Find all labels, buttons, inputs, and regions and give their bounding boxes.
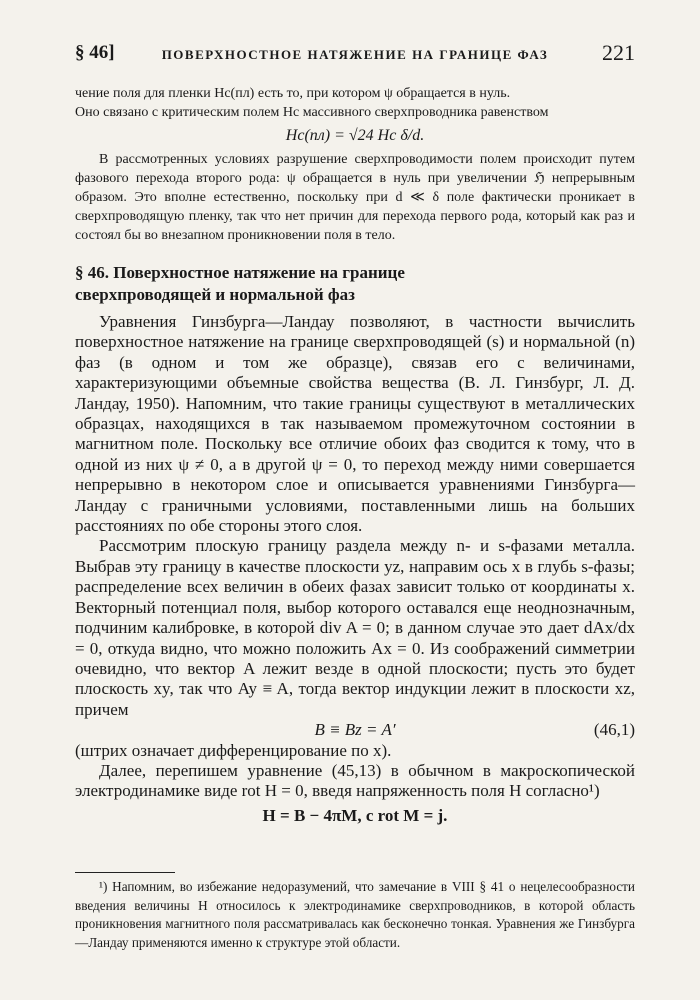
section-heading-line-2: сверхпроводящей и нормальной фаз xyxy=(75,285,355,304)
running-header xyxy=(75,38,635,68)
equation-h-b-m: H = B − 4πM, c rot M = j. xyxy=(262,805,448,825)
after-equation-text: (штрих означает дифференцирование по x). xyxy=(75,740,392,760)
equation-46-1 xyxy=(75,720,635,740)
intro-line-1: чение поля для пленки Hc(пл) есть то, при котором ψ обращается в нуль. xyxy=(75,86,511,101)
intro-block xyxy=(75,84,635,245)
footnote-rule xyxy=(75,872,175,873)
equation-46-1-body: B ≡ Bz = A′ xyxy=(314,720,396,740)
section-heading xyxy=(75,262,635,306)
intro-formula: Hc(пл) = √24 Hc δ/d. xyxy=(285,127,425,144)
paragraph-3: Далее, перепишем уравнение (45,13) в обычном в макроскопической электродинамике виде rot H = 0, введя напряженность поля H согласно¹) xyxy=(75,760,635,801)
section-heading-line-1: § 46. Поверхностное натяжение на границе xyxy=(75,263,405,282)
paragraph-2: Рассмотрим плоскую границу раздела между n- и s-фазами металла. Выбрав эту границу в качестве плоскости yz, направим ось x в глубь s-фазы; распределение всех величин в обеих фазах зависит только от координаты x. Векторный потенциал поля, выбор которого оставался еще неоднозначным, подчиним калибровке, в которой div A = 0; в данном случае это дает dAx/dx = 0, откуда видно, что можно положить Ax = 0. Из соображений симметрии очевидно, что вектор A лежит везде в одной плоскости; пусть это будет плоскость xy, так что Ay ≡ A, тогда вектор индукции лежит в плоскости xz, причем xyxy=(75,536,635,719)
footnote-text: ¹) Напомним, во избежание недоразумений, что замечание в VIII § 41 о нецелесообразности введения величины H относилось к электродинамике сверхпроводников, в которой область проникновения магнитного поля рассматривалась как бесконечно тонкая. Уравнения же Гинзбурга—Ландау применяются именно к структуре этой области. xyxy=(75,879,635,950)
footnote xyxy=(75,878,635,952)
header-section-ref: § 46] xyxy=(75,42,115,63)
paragraph-1: Уравнения Гинзбурга—Ландау позволяют, в частности вычислить поверхностное натяжение на границе сверхпроводящей (s) и нормальной (n) фаз (в одном и том же образце), связав его с величинами, характеризующими объемные свойства вещества (В. Л. Гинзбург, Л. Д. Ландау, 1950). Напомним, что такие границы существуют в металлических образцах, находящихся в так называемом промежуточном состоянии в магнитном поле. Поскольку все отличие обоих фаз сводится к тому, что в одной из них ψ ≠ 0, а в другой ψ = 0, то переход между ними совершается непрерывно в некотором слое и описывается уравнениями Гинзбурга—Ландау с граничными условиями, поставленными лишь на больших расстояниях по обе стороны этого слоя. xyxy=(75,312,635,536)
intro-paragraph: В рассмотренных условиях разрушение сверхпроводимости полем происходит путем фазового перехода второго рода: ψ обращается в нуль при увеличении ℌ непрерывным образом. Это вполне естественно, поскольку при d ≪ δ поле фактически проникает в сверхпроводящую пленку, так что нет причин для перехода первого рода, который как раз и состоял бы во внезапном проникновении поля в тело. xyxy=(75,152,635,243)
intro-line-2: Оно связано с критическим полем Hc массивного сверхпроводника равенством xyxy=(75,105,549,120)
page-number: 221 xyxy=(602,40,635,65)
body-text xyxy=(75,312,635,830)
equation-46-1-number: (46,1) xyxy=(593,720,635,740)
header-title: ПОВЕРХНОСТНОЕ НАТЯЖЕНИЕ НА ГРАНИЦЕ ФАЗ xyxy=(161,47,549,62)
